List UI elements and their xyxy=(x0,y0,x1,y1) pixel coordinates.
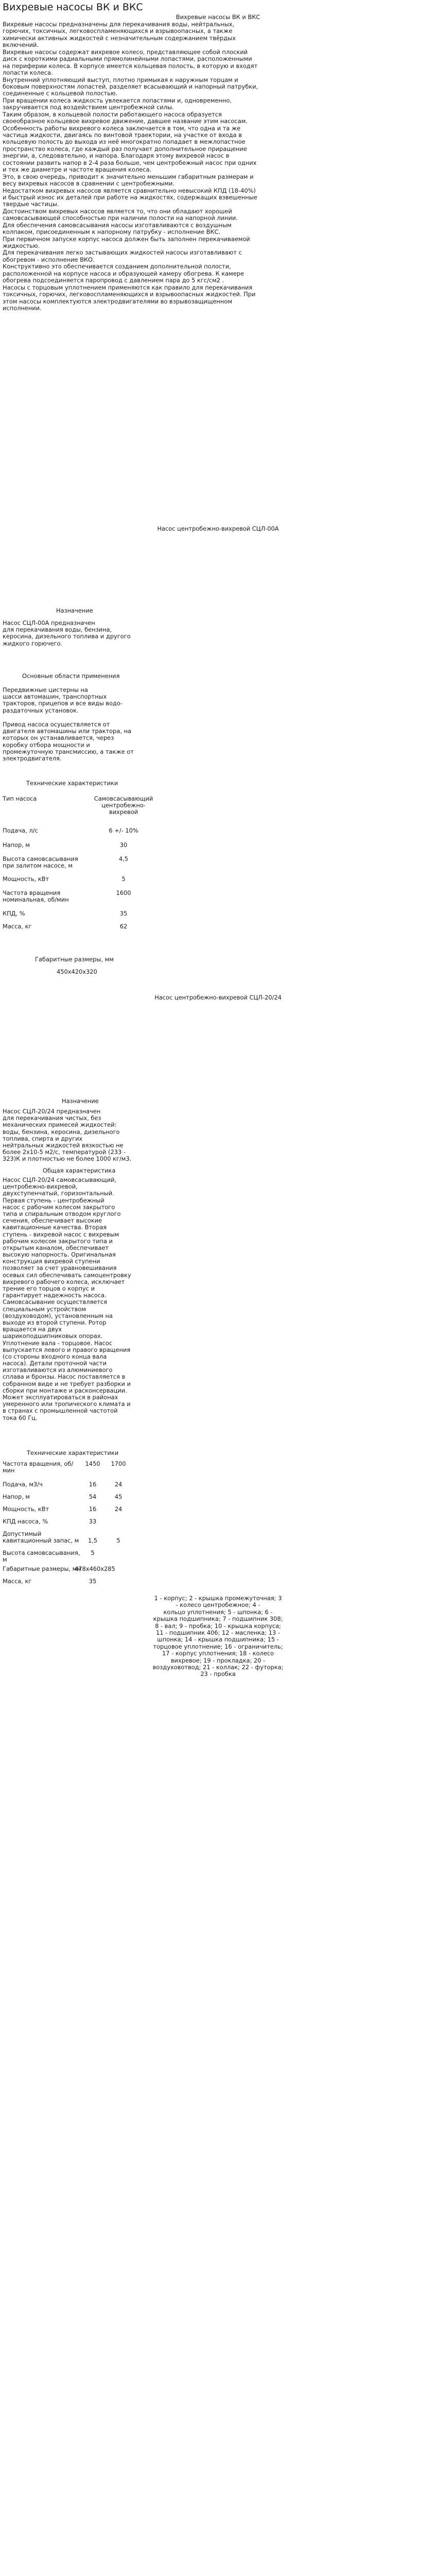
pump1-specs-type-label: Тип насоса xyxy=(3,795,37,802)
parts-legend-line: 11 - подшипник 406; 12 - масленка; 13 - xyxy=(156,1629,280,1636)
pump2-general-line: сечения, обеспечивает высокие xyxy=(3,1217,102,1225)
pump2-general-line: высокую напорность. Оригинальная xyxy=(3,1251,116,1259)
pump2-purpose-line: более 2х10-5 м2/с, температурой (233 - xyxy=(3,1148,126,1156)
intro-line: расположенной на корпусе насоса и образующей камеру обогрева. К камере xyxy=(3,269,244,277)
pump2-general-line: (воздуховодом), установленным на xyxy=(3,1312,113,1319)
pump2-general-line: конструкция вихревой ступени xyxy=(3,1258,100,1265)
pump2-general-line: Первая ступень - центробежный xyxy=(3,1196,104,1204)
pump2-specs-value: 16 xyxy=(89,1505,97,1513)
pump2-general-line: осевых сил обеспечивать самоцентровку xyxy=(3,1271,131,1279)
pump2-specs-label: Допустимый xyxy=(3,1530,42,1537)
pump2-specs-label: Напор, м xyxy=(3,1493,30,1500)
pump1-application-line: шасси автомашин, транспортных xyxy=(3,693,107,701)
pump2-specs-value: 35 xyxy=(89,1578,97,1585)
pump2-general-line: насоса). Детали проточной части xyxy=(3,1360,107,1367)
pump2-general-line: открытым каналом, обеспечивает xyxy=(3,1244,109,1251)
pump2-general-line: тока 60 Гц. xyxy=(3,1414,38,1421)
intro-line: пространство колеса, где каждый раз получает дополнительное приращение xyxy=(3,145,247,152)
pump2-general-line: позволяет за счет уравновешивания xyxy=(3,1264,117,1272)
pump1-application-heading: Основные области применения xyxy=(22,672,120,680)
intro-line: закручивается под воздействием центробежной силы. xyxy=(3,104,174,111)
pump1-drive-line: двигателя автомашины или трактора, на xyxy=(3,727,132,735)
pump2-heading: Насос центробежно-вихревой СЦЛ-20/24 xyxy=(154,994,282,1001)
pump1-purpose-line: керосина, дизельного топлива и другого xyxy=(3,633,131,640)
pump1-drive-line: которых он устанавливается, через xyxy=(3,734,114,742)
intro-line: обогревом - исполнение ВКО. xyxy=(3,256,95,263)
intro-line: боковым поверхностям лопастей, разделяет всасывающий и напорный патрубки, xyxy=(3,82,258,90)
intro-line: на периферии колеса. В корпусе имеется кольцевая полость, в которую и входят xyxy=(3,62,258,70)
pump1-purpose-line: Насос СЦЛ-00А предназначен xyxy=(3,619,95,626)
intro-line: Вихревые насосы содержат вихревое колесо, представляющее собой плоский xyxy=(3,48,248,56)
pump2-specs-label: Мощность, кВт xyxy=(3,1505,49,1513)
pump1-specs-value: 30 xyxy=(119,841,128,849)
pump1-purpose-line: для перекачивания воды, бензина, xyxy=(3,626,112,634)
pump1-specs-type-value: вихревой xyxy=(109,808,138,816)
intro-line: При первичном запуске корпус насоса должен быть заполнен перекачиваемой xyxy=(3,235,250,243)
pump2-purpose-line: топлива, спирта и других xyxy=(3,1134,83,1142)
parts-legend-line: торцовое уплотнение; 16 - ограничитель; xyxy=(153,1642,283,1650)
pump2-general-line: в странах с промышленной частотой xyxy=(3,1407,118,1415)
parts-legend-line: - колесо центробежное; 4 - xyxy=(176,1601,260,1609)
pump2-specs-label: КПД насоса, % xyxy=(3,1518,48,1525)
pump2-general-line: вихревого рабочего колеса, исключает xyxy=(3,1278,125,1285)
pump2-general-line: Уплотнение вала - торцовое. Насос xyxy=(3,1339,113,1347)
intro-line: и тех же диаметре и частоте вращения колеса. xyxy=(3,166,152,174)
pump2-general-line: Насос СЦЛ-20/24 самовсасывающий, xyxy=(3,1176,117,1183)
pump2-general-line: центробежно-вихревой, xyxy=(3,1183,78,1191)
pump1-specs-value: 35 xyxy=(119,910,128,917)
intro-line: Недостатком вихревых насосов является сравнительно невысокий КПД (18-40%) xyxy=(3,187,256,194)
pump1-specs-label: Высота самовсасывания xyxy=(3,855,78,862)
intro-line: Внутренний уплотняющий выступ, плотно примыкая к наружным торцам и xyxy=(3,76,238,83)
intro-line: колпаком, присоединенным к напорному патрубку - исполнение ВКС. xyxy=(3,228,221,236)
pump2-general-line: умеренного или тропического климата и xyxy=(3,1400,131,1408)
pump1-application-line: Передвижные цистерны на xyxy=(3,686,88,693)
pump2-specs-label: м xyxy=(3,1556,7,1563)
pump2-purpose-line: Насос СЦЛ-20/24 предназначен xyxy=(3,1108,101,1115)
intro-line: твердые частицы. xyxy=(3,200,59,208)
pump2-specs-value: 1450 xyxy=(85,1460,100,1467)
pump2-specs-value: 1700 xyxy=(111,1460,126,1467)
pump1-specs-heading: Технические характеристики xyxy=(26,779,118,787)
page-subtitle: Вихревые насосы ВК и ВКС xyxy=(176,13,260,21)
intro-line: исполнении. xyxy=(3,304,42,312)
pump1-specs-label: Масса, кг xyxy=(3,923,32,930)
intro-line: токсичных, горючих, легковоспламеняющихся и взрывоопасных жидкостей. При xyxy=(3,291,256,298)
intro-line: лопасти колеса. xyxy=(3,69,53,77)
intro-line: При вращении колеса жидкость увлекается лопастями и, одновременно, xyxy=(3,96,232,104)
pump2-purpose-line: механических примесей жидкостей: xyxy=(3,1121,117,1129)
pump1-specs-label: при залитом насосе, м xyxy=(3,862,73,869)
pump2-general-line: выпускается левого и правого вращения xyxy=(3,1346,131,1353)
pump1-specs-value: 6 +/- 10% xyxy=(109,827,138,834)
pump1-specs-value: 1600 xyxy=(116,889,131,896)
intro-line: Для обеспечения самовсасывания насосы изготавливаются с воздушным xyxy=(3,221,232,229)
pump2-general-line: изготавливаются из алюминиевого xyxy=(3,1366,113,1374)
intro-line: Достоинством вихревых насосов является то, что они обладают хорошей xyxy=(3,207,232,215)
parts-legend-line: вихревое; 19 - прокладка; 20 - xyxy=(170,1656,266,1664)
pump1-specs-value: 5 xyxy=(121,875,126,883)
intro-line: включений. xyxy=(3,41,39,49)
pump1-purpose-heading: Назначение xyxy=(56,607,93,614)
pump2-specs-label: кавитационный запас, м xyxy=(3,1537,79,1544)
intro-line: Особенность работы вихревого колеса заключается в том, что одна и та же xyxy=(3,124,241,132)
pump1-drive-text xyxy=(3,721,432,762)
intro-line: своеобразное кольцевое вихревое движение, давшее название этим насосам. xyxy=(3,117,248,125)
pump2-general-line: насос с рабочим колесом закрытого xyxy=(3,1203,115,1211)
intro-line: Вихревые насосы предназначены для перекачивания воды, нейтральных, xyxy=(3,21,234,28)
parts-legend-line: шпонка; 14 - крышка подшипника; 15 - xyxy=(157,1636,279,1643)
pump1-specs-value: 62 xyxy=(119,923,128,930)
pump2-specs-label: Габаритные размеры, мм xyxy=(3,1565,81,1572)
pump1-drive-line: Привод насоса осуществляется от xyxy=(3,721,110,728)
intro-line: самовсасывающей способностью при наличии полости на напорной линии. xyxy=(3,214,238,222)
pump2-specs-value: 478х460х285 xyxy=(75,1565,115,1572)
intro-line: Это, в свою очередь, приводит к значительно меньшим габаритным размерам и xyxy=(3,173,254,180)
intro-text xyxy=(3,21,432,312)
parts-legend-line: крышка подшипника; 7 - подшипник 308; xyxy=(153,1615,283,1623)
parts-legend-line: 17 - корпус уплотнения; 18 - колесо xyxy=(162,1650,274,1657)
pump2-general-line: (со стороны входного конца вала xyxy=(3,1352,107,1360)
pump2-purpose-line: 323)К и плотностью не более 1000 кг/м3. xyxy=(3,1155,132,1163)
pump1-purpose-line: жидкого горючего. xyxy=(3,639,63,647)
intro-line: весу вихревых насосов в сравнении с центробежными. xyxy=(3,180,175,188)
pump2-general-line: типа и спиральным отводом круглого xyxy=(3,1210,121,1217)
pump2-general-line: собранном виде и не требует разборки и xyxy=(3,1380,131,1387)
pump1-dims-value: 450х420х320 xyxy=(57,968,97,975)
intro-line: этом насосы комплектуются электродвигателями во взрывозащищенном xyxy=(3,297,232,305)
pump2-specs-table xyxy=(3,1460,178,1585)
pump2-general-line: кавитационные качества. Вторая xyxy=(3,1224,107,1231)
pump1-specs-type-value: Самовсасывающий xyxy=(94,795,153,802)
pump2-specs-value: 1,5 xyxy=(88,1537,98,1544)
intro-line: химически активных жидкостей с незначительным содержанием твёрдых xyxy=(3,34,236,42)
pump1-application-text xyxy=(3,687,432,714)
pump1-heading: Насос центробежно-вихревой СЦЛ-00А xyxy=(157,525,279,532)
pump1-drive-line: промежуточную трансмиссию, а также от xyxy=(3,748,134,755)
pump2-purpose-line: для перекачивания чистых, без xyxy=(3,1114,101,1122)
pump2-purpose-text xyxy=(3,1108,432,1163)
pump1-drive-line: электродвигателя. xyxy=(3,754,62,762)
pump2-general-line: специальным устройством xyxy=(3,1305,86,1313)
pump2-general-heading: Общая характеристика xyxy=(43,1167,116,1174)
pump2-specs-value: 5 xyxy=(116,1537,120,1544)
intro-line: жидкостью. xyxy=(3,242,40,249)
pump2-general-line: вращается на двух xyxy=(3,1326,62,1333)
pump2-purpose-line: воды, бензина, керосина, дизельного xyxy=(3,1128,120,1136)
intro-line: Для перекачивания легко застывающих жидкостей насосы изготавливают с xyxy=(3,249,242,257)
parts-legend-line: 1 - корпус; 2 - крышка промежуточная; 3 xyxy=(154,1595,282,1602)
pump2-specs-value: 45 xyxy=(114,1493,123,1500)
pump1-specs-label: КПД, % xyxy=(3,910,25,917)
pump2-specs-label: Подача, м3/ч xyxy=(3,1481,43,1488)
pump1-specs-label: Частота вращения xyxy=(3,889,61,896)
pump2-general-line: сборки при монтаже и расконсервации. xyxy=(3,1386,127,1394)
pump2-general-line: трение его торцов о корпус и xyxy=(3,1285,95,1292)
intro-line: Насосы с торцовым уплотнением применяются как правило для перекачивания xyxy=(3,283,253,291)
pump2-purpose-heading: Назначение xyxy=(62,1097,99,1105)
pump2-general-line: гарантирует надежность насоса. xyxy=(3,1292,107,1299)
intro-line: обогрева подсоединяется паропровод с давлением пара до 5 кгс/см2 . xyxy=(3,277,224,284)
intro-line: состоянии развить напор в 2-4 раза больше, чем центробежный насос при одних xyxy=(3,159,257,166)
pump1-specs-table xyxy=(3,788,178,943)
pump1-purpose-text xyxy=(3,620,432,647)
pump2-specs-label: Масса, кг xyxy=(3,1578,32,1585)
pump2-general-line: рабочим колесом закрытого типа и xyxy=(3,1237,113,1245)
intro-line: Конструктивно это обеспечивается созданием дополнительной полости, xyxy=(3,263,231,270)
intro-line: диск с короткими радиальными прямолинейными лопастями, расположенными xyxy=(3,55,252,63)
page-title: Вихревые насосы ВК и ВКС xyxy=(3,2,143,13)
pump1-specs-label: Подача, л/с xyxy=(3,827,38,834)
intro-line: частица жидкости, двигаясь по винтовой траектории, на участке от входа в xyxy=(3,131,242,139)
pump2-specs-label: Частота вращения, об/ xyxy=(3,1460,74,1467)
pump2-purpose-line: нейтральных жидкостей вязкостью не xyxy=(3,1141,124,1149)
pump2-general-line: Может эксплуатироваться в районах xyxy=(3,1394,118,1401)
intro-line: Таким образом, в кольцевой полости работающего насоса образуется xyxy=(3,110,222,118)
parts-legend xyxy=(0,1595,436,1678)
pump2-general-line: выходе из второй ступени. Ротор xyxy=(3,1318,107,1326)
pump1-specs-label: номинальная, об/мин xyxy=(3,896,69,903)
pump2-general-line: Самовсасывание осуществляется xyxy=(3,1298,108,1306)
intro-line: горючих, токсичных, легковоспламеняющихся и взрывоопасных, а также xyxy=(3,27,233,35)
pump2-general-line: сплава и бронзы. Насос поставляется в xyxy=(3,1373,126,1381)
intro-line: кольцевую полость до выхода из неё многократно попадает в межлопастное xyxy=(3,138,246,146)
pump2-specs-value: 24 xyxy=(114,1505,123,1513)
pump2-specs-label: Высота самовсасывания, xyxy=(3,1549,80,1556)
pump1-specs-type-value: центробежно- xyxy=(101,802,146,809)
intro-line: энергии, а, следовательно, и напора. Благодаря этому вихревой насос в xyxy=(3,152,230,160)
intro-line: и быстрый износ их деталей при работе на жидкостях, содержащих взвешенные xyxy=(3,193,257,201)
pump1-specs-label: Напор, м xyxy=(3,841,30,849)
pump1-specs-value: 4,5 xyxy=(118,855,129,862)
pump2-general-line: двухступенчатый, горизонтальный. xyxy=(3,1190,114,1197)
pump2-specs-value: 33 xyxy=(89,1518,97,1525)
parts-legend-line: 23 - пробка xyxy=(200,1670,236,1678)
pump2-specs-heading: Технические характеристики xyxy=(27,1449,119,1456)
pump1-application-line: раздаточных установок. xyxy=(3,706,79,714)
intro-line: соединенные с кольцевой полостью. xyxy=(3,90,118,97)
pump2-specs-label: мин xyxy=(3,1467,15,1474)
pump1-specs-label: Мощность, кВт xyxy=(3,875,49,883)
pump2-general-text xyxy=(3,1177,432,1421)
pump2-general-line: шарикоподшипниковых опорах. xyxy=(3,1332,103,1340)
parts-legend-line: кольцо уплотнения; 5 - шпонка; 6 - xyxy=(163,1608,273,1616)
pump1-drive-line: коробку отбора мощности и xyxy=(3,741,90,749)
pump2-specs-value: 16 xyxy=(89,1481,97,1488)
parts-legend-line: воздуховотвод; 21 - коллак; 22 - футорка; xyxy=(152,1663,284,1671)
pump2-specs-value: 54 xyxy=(89,1493,97,1500)
pump2-specs-value: 5 xyxy=(91,1549,95,1556)
parts-legend-line: 8 - вал; 9 - пробка; 10 - крышка корпуса; xyxy=(155,1622,281,1630)
pump2-general-line: ступень - вихревой насос с вихревым xyxy=(3,1230,119,1238)
pump1-application-line: тракторов, прицепов и все виды водо- xyxy=(3,700,123,707)
pump1-dims-heading: Габаритные размеры, мм xyxy=(35,956,114,963)
pump2-specs-value: 24 xyxy=(114,1481,123,1488)
